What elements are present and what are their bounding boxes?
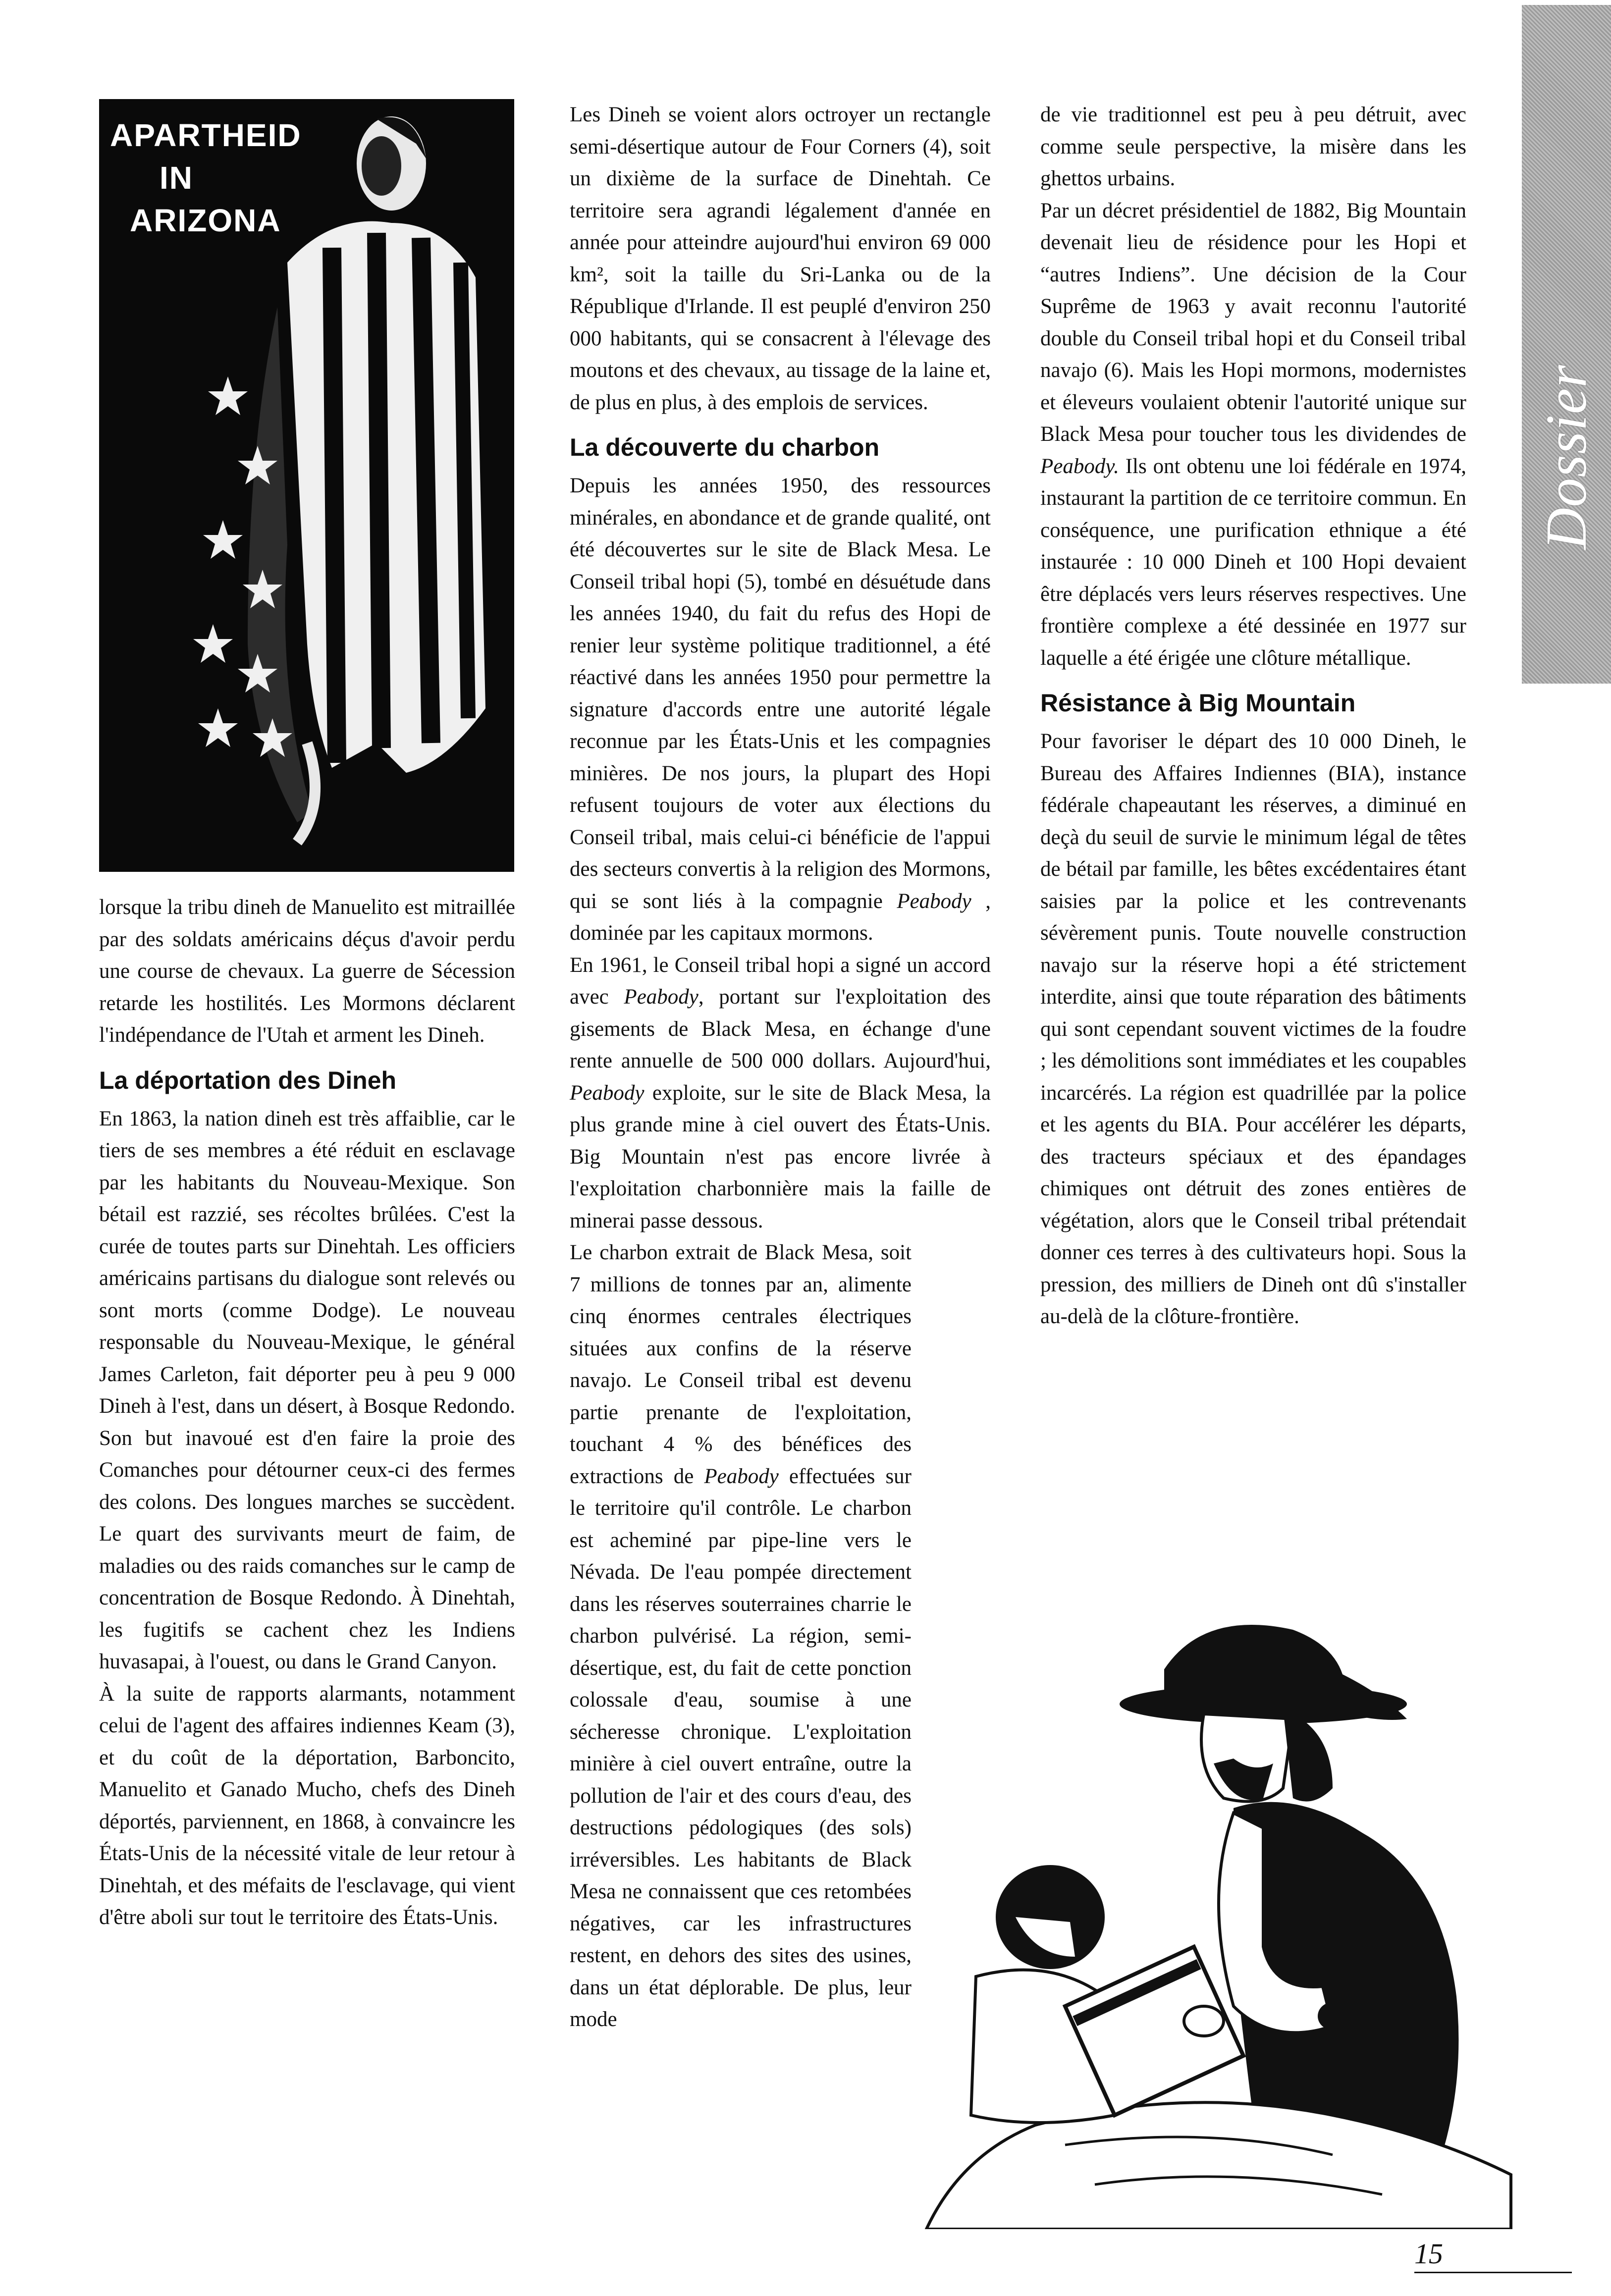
col2-p2-text-b: , dominée par les capitaux mormons. (570, 889, 991, 945)
col2-paragraph-1: Les Dineh se voient alors octroyer un rectangle semi-désertique autour de Four Corners (4), soit un dixième de la surface de Dinehtah. Ce territoire sera agrandi légalement d'année en année pour atteindre aujourd'hui environ 69 000 km², soit la taille du Sri-Lanka ou de la République d'Irlande. Il est peuplé d'environ 250 000 habitants, qui se consacrent à l'élevage des moutons et des chevaux, au tissage de la laine et, de plus en plus, à des emplois de services. (570, 103, 991, 414)
section-tab (1522, 5, 1611, 684)
col1-intro: lorsque la tribu dineh de Manuelito est mitraillée par des soldats américains déçus d'avoir perdu une course de chevaux. La guerre de Sécession retarde les hostilités. Les Mormons déclarent l'indépendance de l'Utah et arment les Dineh. (99, 896, 515, 1047)
col3-paragraph-2 (1040, 195, 1466, 675)
col2-p3-text-c: exploite, sur le site de Black Mesa, la plus grande mine à ciel ouvert des États-Unis. Big Mountain n'est pas encore livrée à l'exploitation charbonnière mais la faille de minerai passe dessous. (570, 1081, 991, 1232)
poster-title-line1: APARTHEID (110, 117, 302, 153)
man-child-drawing (887, 1600, 1521, 2229)
illustration-man-and-child (887, 1600, 1521, 2229)
col2-p3-text-a: En 1961, le Conseil tribal hopi a signé un accord avec (570, 953, 991, 1009)
column-3 (1040, 99, 1466, 1333)
peabody-name: Peabody (624, 985, 698, 1009)
poster-photo (99, 99, 514, 872)
col2-p4-text-b: effectuées sur le territoire qu'il contrôle. Le charbon est acheminé par pipe-line vers le Névada. De l'eau pompée directement dans les réserves souterraines charrie le charbon pulvérisé. La région, semi-désertique, est, du fait de cette ponction colossale d'eau, soumise à une sécheresse chronique. L'exploitation minière à ciel ouvert entraîne, outre la pollution de l'air et des cours d'eau, des destructions pédologiques (des sols) irréversibles. Les habitants de Black Mesa ne connaissent que ces retombées négatives, car les infrastructures restent, en dehors des sites des usines, dans un état déplorable. De plus, leur mode (570, 1464, 912, 2031)
col2-paragraph-2 (570, 470, 991, 950)
col2-paragraph-3 (570, 950, 991, 1237)
page-number: 15 (1414, 2239, 1572, 2273)
poster-title (110, 114, 302, 242)
col3-heading: Résistance à Big Mountain (1040, 689, 1356, 717)
poster-title-line3: ARIZONA (130, 203, 281, 238)
peabody-name: Peabody (570, 1081, 644, 1105)
peabody-name: Peabody (704, 1464, 779, 1488)
col3-paragraph-3: Pour favoriser le départ des 10 000 Dineh, le Bureau des Affaires Indiennes (BIA), instance fédérale chapeautant les réserves, a diminué en deçà du seuil de survie le minimum légal de têtes de bétail par famille, les bêtes excédentaires étant saisies par la police et les contrevenants sévèrement punis. Toute nouvelle construction navajo sur la réserve hopi a été strictement interdite, ainsi que toute réparation des bâtiments qui sont cependant souvent victimes de la foudre ; les démolitions sont immédiates et les coupables incarcérés. La région est quadrillée par la police et les agents du BIA. Pour accélérer les départs, des tracteurs spéciaux et des épandages chimiques ont détruit des zones entières de végétation, alors que le Conseil tribal prétendait donner ces terres à des cultivateurs hopi. Sous la pression, des milliers de Dineh ont dû s'installer au-delà de la clôture-frontière. (1040, 730, 1466, 1328)
peabody-name: Peabody (897, 889, 971, 913)
peabody-name: Peabody. (1040, 454, 1119, 478)
column-1 (99, 892, 515, 1934)
section-tab-label: Dossier (1534, 364, 1599, 550)
col3-p2-text-a: Par un décret présidentiel de 1882, Big Mountain devenait lieu de résidence pour les Hopi et “autres Indiens”. Une décision de la Cour Suprême de 1963 y avait reconnu l'autorité double du Conseil tribal hopi et du Conseil tribal navajo (6). Mais les Hopi mormons, modernistes et éleveurs voulaient obtenir l'autorité unique sur Black Mesa pour toucher tous les dividendes de (1040, 199, 1466, 446)
col1-heading: La déportation des Dineh (99, 1066, 397, 1094)
col3-paragraph-1: de vie traditionnel est peu à peu détruit, avec comme seule perspective, la misère dans les ghettos urbains. (1040, 103, 1466, 190)
col1-paragraph-1: En 1863, la nation dineh est très affaiblie, car le tiers de ses membres a été réduit en esclavage par les habitants du Nouveau-Mexique. Son bétail est razzié, ses récoltes brûlées. C'est la curée de toutes parts sur Dinehtah. Les officiers américains partisans du dialogue sont relevés ou sont morts (comme Dodge). Le nouveau responsable du Nouveau-Mexique, le général James Carleton, fait déporter peu à peu 9 000 Dineh à l'est, dans un désert, à Bosque Redondo. Son but inavoué est d'en faire la proie des Comanches pour détourner ceux-ci des fermes des colons. Des longues marches se succèdent. Le quart des survivants meurt de faim, de maladies ou des raids comanches sur le camp de concentration de Bosque Redondo. À Dinehtah, les fugitifs se cachent chez les Indiens huvasapai, à l'ouest, ou dans le Grand Canyon. (99, 1107, 515, 1673)
col2-p2-text-a: Depuis les années 1950, des ressources minérales, en abondance et de grande qualité, ont été découvertes sur le site de Black Mesa. Le Conseil tribal hopi (5), tombé en désuétude dans les années 1940, du fait du refus des Hopi de renier leur système politique traditionnel, a été réactivé dans les années 1950 pour permettre la signature d'accords entre une autorité légale reconnue par les États-Unis et les compagnies minières. De nos jours, la plupart des Hopi refusent toujours de voter aux élections du Conseil tribal, mais celui-ci bénéficie de l'appui des secteurs convertis à la religion des Mormons, qui se sont liés à la compagnie (570, 474, 991, 913)
col2-heading: La découverte du charbon (570, 433, 880, 461)
col1-paragraph-2: À la suite de rapports alarmants, notamment celui de l'agent des affaires indiennes Keam (3), et du coût de la déportation, Barboncito, Manuelito et Ganado Mucho, chefs des Dineh déportés, parviennent, en 1868, à convaincre les États-Unis de la nécessité vitale de leur retour à Dinehtah, et des méfaits de l'esclavage, qui vient d'être aboli sur tout le territoire des États-Unis. (99, 1682, 515, 1929)
col2-paragraph-4 (570, 1237, 912, 2036)
col2-p4-text-a: Le charbon extrait de Black Mesa, soit 7 millions de tonnes par an, alimente cinq énormes centrales électriques situées aux confins de la réserve navajo. Le Conseil tribal est devenu partie prenante de l'exploitation, touchant 4 % des bénéfices des extractions de (570, 1241, 912, 1488)
col2-p3-text-b: , portant sur l'exploitation des gisements de Black Mesa, en échange d'une rente annuelle de 500 000 dollars. Aujourd'hui, (570, 985, 991, 1072)
col3-p2-text-b: Ils ont obtenu une loi fédérale en 1974, instaurant la partition de ce territoire commun. En conséquence, une purification ethnique a été instaurée : 10 000 Dineh et 100 Hopi devaient être déplacés vers leurs réserves respectives. Une frontière complexe a été dessinée en 1977 sur laquelle a été érigée une clôture métallique. (1040, 454, 1466, 670)
poster-title-line2: IN (160, 160, 193, 196)
